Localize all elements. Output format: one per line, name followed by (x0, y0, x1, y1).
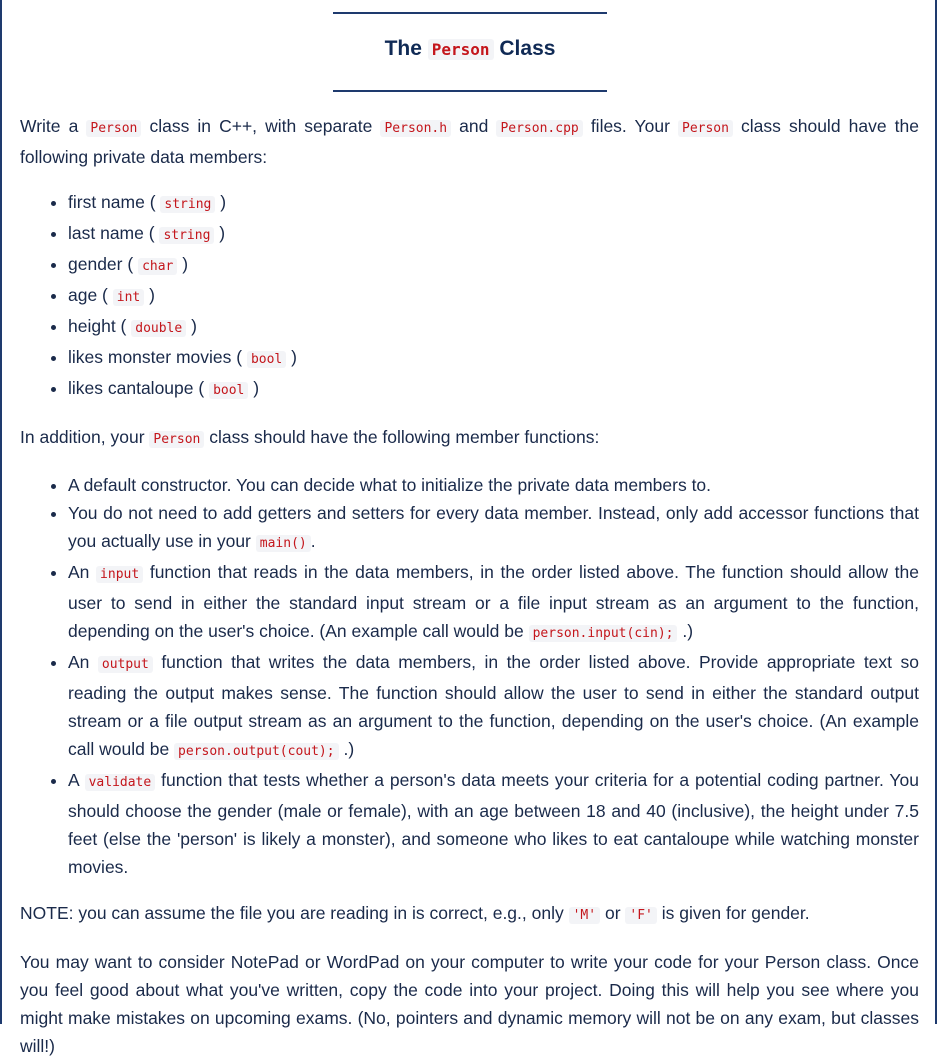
title-top-rule (333, 12, 607, 14)
page (2, 0, 935, 1056)
code-person-h: Person.h (380, 120, 451, 137)
content (20, 112, 919, 1060)
code-person: Person (678, 120, 733, 137)
member-functions-list (20, 471, 919, 881)
list-item: • likes cantaloupe ( bool ) (68, 374, 919, 405)
title-suffix: Class (499, 37, 556, 60)
list-item: • likes monster movies ( bool ) (68, 343, 919, 374)
intro-paragraph: Write a Person class in C++, with separate Person.h and Person.cpp files. Your Person class should have the following private data members: (20, 116, 919, 167)
title-code: Person (428, 39, 494, 60)
list-item: • An output function that writes the data members, in the order listed above. Provide appropriate text so reading the output makes sense. The function should allow the user to send in either the standard output stream or a file output stream as an argument to the function, depending on the user's choice. (An example call would be person.output(cout); .) (68, 648, 919, 766)
closing-paragraph: You may want to consider NotePad or WordPad on your computer to write your code for your Person class. Once you feel good about what you've written, copy the code into your project. Doing this will help you see where you might make mistakes on upcoming exams. (No, pointers and dynamic memory will not be on any exam, but classes will!) (20, 952, 919, 1056)
list-item: • height ( double ) (68, 312, 919, 343)
list-item: • age ( int ) (68, 281, 919, 312)
spacer (20, 930, 919, 948)
list-item: • last name ( string ) (68, 219, 919, 250)
list-item: • first name ( string ) (68, 188, 919, 219)
title-bottom-rule (333, 90, 607, 92)
list-item: • gender ( char ) (68, 250, 919, 281)
addition-paragraph: In addition, your Person class should have the following member functions: (20, 427, 600, 447)
code-person-cpp: Person.cpp (496, 120, 582, 137)
page-title (333, 37, 607, 61)
code-person: Person (86, 120, 141, 137)
list-item: • An input function that reads in the data members, in the order listed above. The function should allow the user to send in either the standard input stream or a file input stream as an argument to the function, depending on the user's choice. (An example call would be person.input(cin); .) (68, 558, 919, 648)
title-prefix: The (384, 37, 422, 60)
list-item: • You do not need to add getters and setters for every data member. Instead, only add accessor functions that you actually use in your main() . (68, 499, 919, 558)
list-item: • A validate function that tests whether a person's data meets your criteria for a potential coding partner. You should choose the gender (male or female), with an age between 18 and 40 (inclusive), the height under 7.5 feet (else the 'person' is likely a monster), and someone who likes to eat cantaloupe while watching monster movies. (68, 766, 919, 881)
note-paragraph: NOTE: you can assume the file you are reading in is correct, e.g., only 'M' or 'F' is given for gender. (20, 903, 810, 923)
title-block (333, 12, 607, 93)
list-item: • A default constructor. You can decide what to initialize the private data members to. (68, 471, 919, 499)
data-members-list (20, 188, 919, 405)
